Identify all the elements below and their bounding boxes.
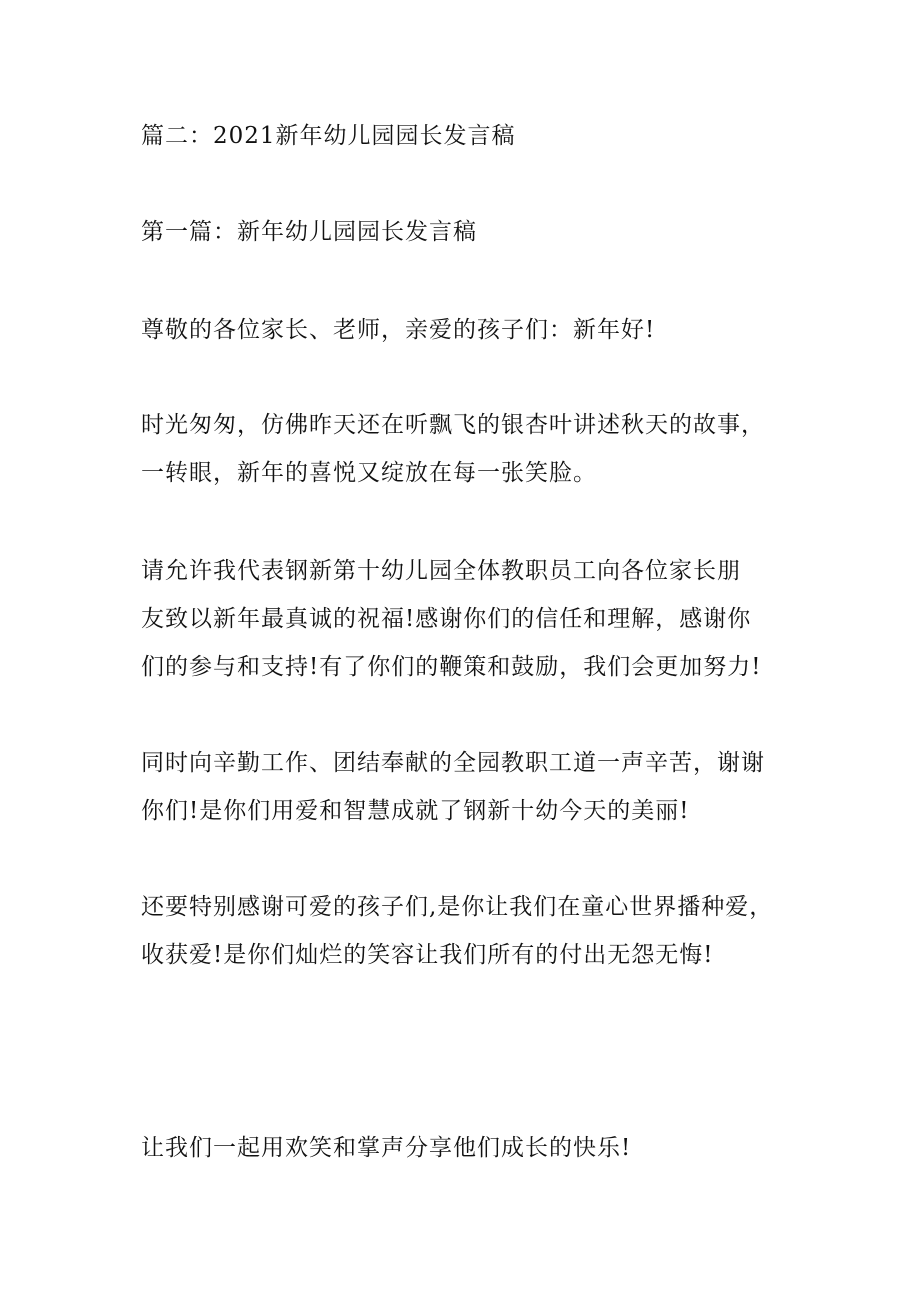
paragraph-line: 一转眼，新年的喜悦又绽放在每一张笑脸。 — [141, 460, 597, 486]
paragraph-line: 同时向辛勤工作、团结奉献的全园教职工道一声辛苦，谢谢 — [141, 750, 765, 776]
heading-1-text: 篇二：2021新年幼儿园园长发言稿 — [141, 123, 516, 149]
paragraph-line: 友致以新年最真诚的祝福!感谢你们的信任和理解，感谢你 — [141, 606, 752, 632]
paragraph-2 — [141, 547, 801, 691]
paragraph-line: 请允许我代表钢新第十幼儿园全体教职员工向各位家长朋 — [141, 558, 741, 584]
document-heading-2 — [141, 208, 801, 256]
paragraph-line: 们的参与和支持!有了你们的鞭策和鼓励，我们会更加努力! — [141, 654, 762, 680]
greeting-text: 尊敬的各位家长、老师，亲爱的孩子们：新年好! — [141, 317, 656, 343]
paragraph-1 — [141, 401, 801, 497]
closing-paragraph — [141, 1124, 801, 1172]
paragraph-line: 你们!是你们用爱和智慧成就了钢新十幼今天的美丽! — [141, 798, 690, 824]
heading-2-text: 第一篇：新年幼儿园园长发言稿 — [141, 219, 477, 245]
paragraph-4 — [141, 883, 801, 979]
paragraph-3 — [141, 739, 801, 835]
paragraph-line: 还要特别感谢可爱的孩子们,是你让我们在童心世界播种爱， — [141, 894, 774, 920]
greeting-paragraph — [141, 306, 801, 354]
closing-text: 让我们一起用欢笑和掌声分享他们成长的快乐! — [141, 1135, 632, 1161]
paragraph-line: 时光匆匆，仿佛昨天还在听飘飞的银杏叶讲述秋天的故事， — [141, 412, 765, 438]
document-heading-1 — [141, 112, 801, 160]
paragraph-line: 收获爱!是你们灿烂的笑容让我们所有的付出无怨无悔! — [141, 942, 714, 968]
